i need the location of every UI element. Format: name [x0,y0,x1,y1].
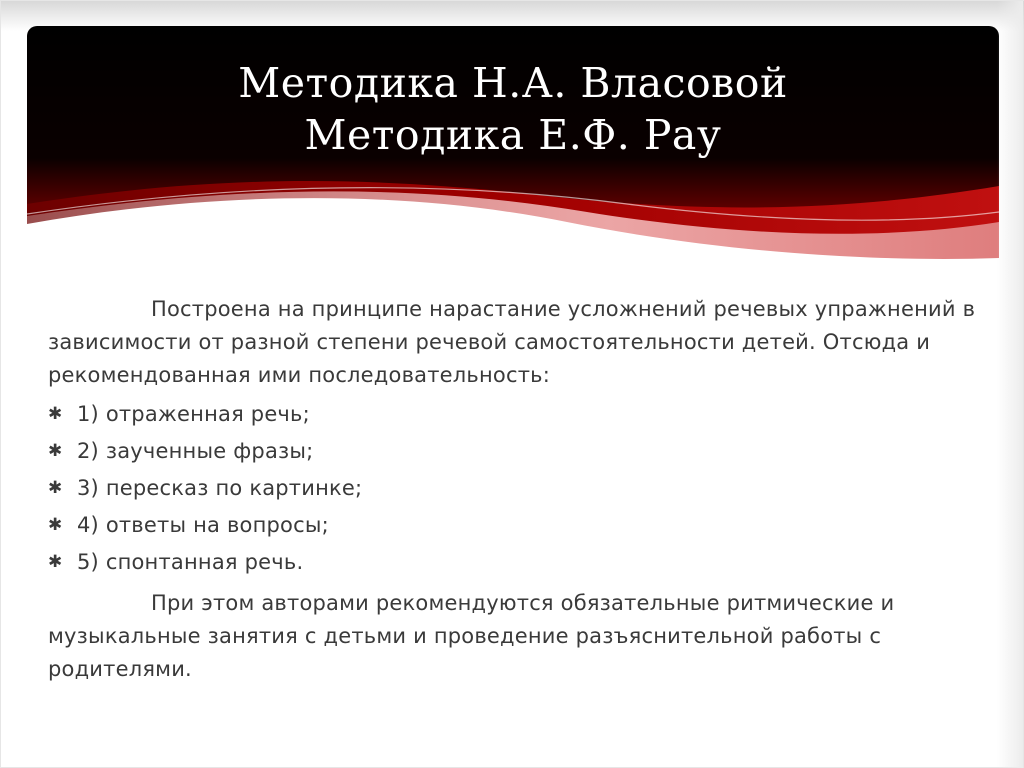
right-edge-shadow [997,1,1023,768]
list-item [48,544,993,581]
list-item-text: 5) спонтанная речь. [77,550,304,574]
title-line-2: Методика Е.Ф. Рау [304,111,722,159]
asterisk-bullet-icon: ✱ [48,552,63,572]
bullet-list [48,396,993,581]
list-item [48,396,993,433]
list-item-text: 4) ответы на вопросы; [77,513,329,537]
list-item [48,507,993,544]
asterisk-bullet-icon: ✱ [48,404,63,424]
list-item-text: 1) отраженная речь; [77,402,310,426]
asterisk-bullet-icon: ✱ [48,515,63,535]
slide-body [48,293,993,686]
list-item [48,470,993,507]
list-item [48,433,993,470]
list-item-text: 2) заученные фразы; [77,439,314,463]
intro-text: Построена на принципе нарастание усложнений речевых упражнений в зависимости от разной степени речевой самостоятельности детей. Отсюда и рекомендованная ими последовательность: [48,297,976,387]
slide-title [27,57,999,161]
asterisk-bullet-icon: ✱ [48,441,63,461]
asterisk-bullet-icon: ✱ [48,478,63,498]
closing-text: При этом авторами рекомендуются обязательные ритмические и музыкальные занятия с детьми и проведение разъяснительной работы с родителями. [48,591,895,681]
closing-paragraph [48,587,993,686]
intro-paragraph [48,293,993,392]
title-line-1: Методика Н.А. Власовой [238,59,788,107]
list-item-text: 3) пересказ по картинке; [77,476,363,500]
